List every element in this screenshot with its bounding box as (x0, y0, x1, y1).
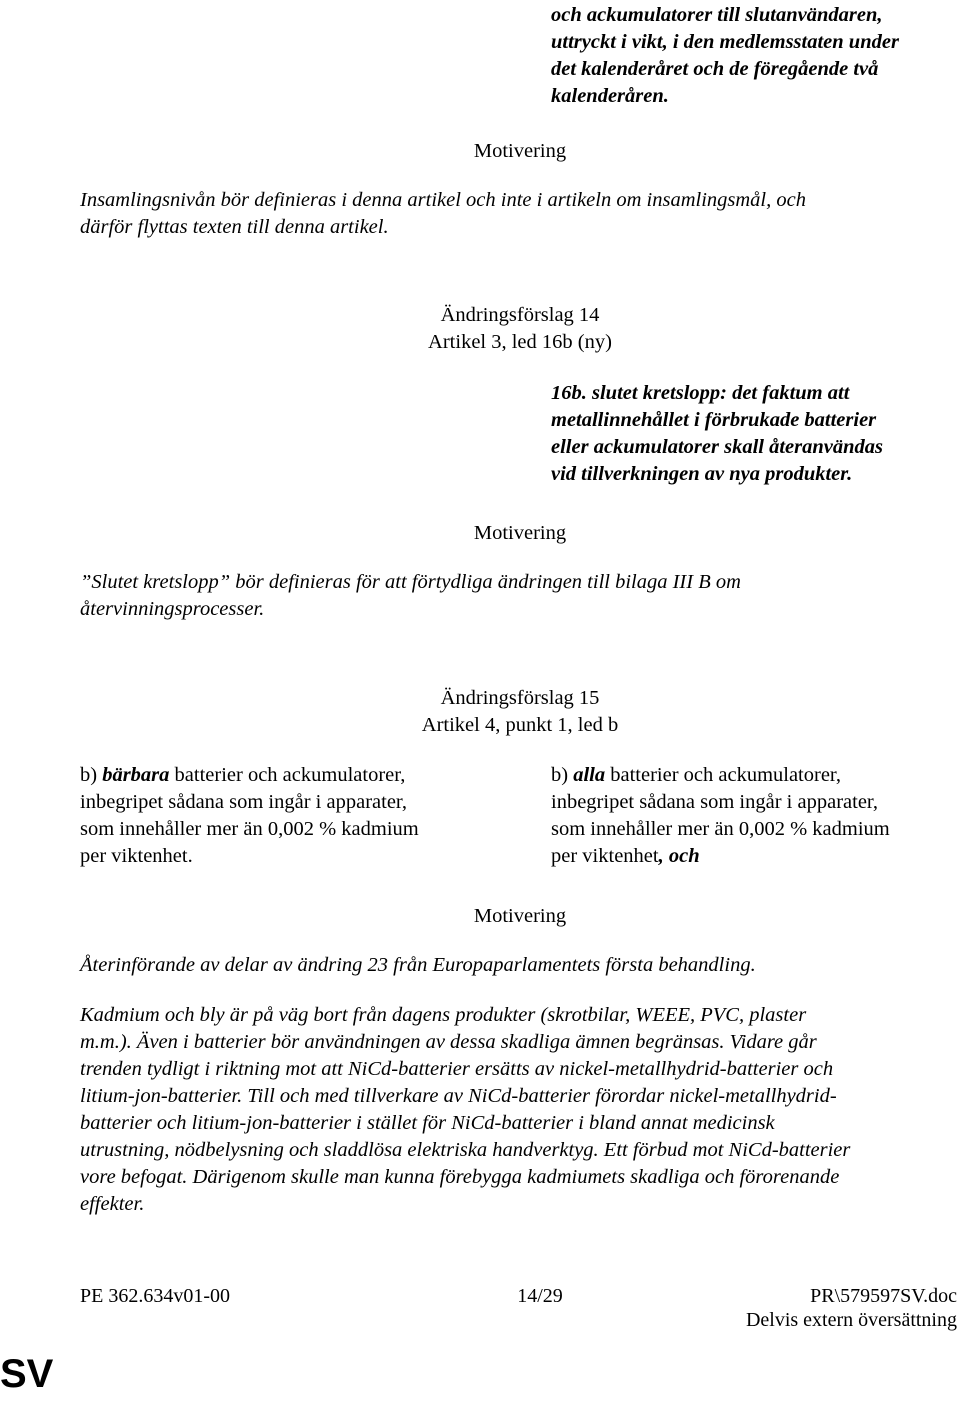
document-filename: PR\579597SV.doc (810, 1285, 957, 1307)
text-line: litium-jon-batterier. Till och med tillverkare av NiCd-batterier förordar nickel-metallhydrid- (80, 1085, 837, 1107)
page-number: 14/29 (517, 1285, 563, 1307)
motivering-paragraph: Återinförande av delar av ändring 23 från Europaparlamentets första behandling. (80, 954, 756, 976)
text-fragment: batterier och ackumulatorer, (169, 764, 406, 786)
text-line (551, 762, 951, 789)
text-line: det kalenderåret och de föregående två (551, 58, 879, 80)
text-line (551, 843, 951, 870)
amendment-text-right (551, 380, 951, 488)
text-line: återvinningsprocesser. (80, 598, 265, 620)
text-line: uttryckt i vikt, i den medlemsstaten under (551, 31, 899, 53)
amendment-text-right (551, 762, 951, 870)
text-line: inbegripet sådana som ingår i apparater, (80, 791, 408, 813)
text-line: m.m.). Även i batterier bör användningen av dessa skadliga ämnen begränsas. Vidare går (80, 1031, 817, 1053)
item-prefix: b) (551, 764, 574, 786)
language-code: SV (0, 1352, 54, 1396)
text-line: vid tillverkningen av nya produkter. (551, 463, 853, 485)
motivering-heading: Motivering (473, 522, 567, 544)
continuation-text (551, 2, 951, 110)
text-fragment: batterier och ackumulatorer, (605, 764, 842, 786)
motivering-text (80, 569, 960, 623)
emphasis-text: bärbara (102, 764, 170, 786)
motivering-heading: Motivering (473, 140, 567, 162)
item-prefix: b) (80, 764, 103, 786)
text-line: därför flyttas texten till denna artikel. (80, 216, 389, 238)
text-fragment: per viktenhet (551, 845, 659, 867)
text-line: inbegripet sådana som ingår i apparater, (551, 791, 879, 813)
text-line: kalenderåren. (551, 85, 669, 107)
emphasis-text: alla (573, 764, 606, 786)
text-line (80, 762, 480, 789)
text-line: som innehåller mer än 0,002 % kadmium (551, 818, 890, 840)
motivering-heading: Motivering (473, 905, 567, 927)
translation-note: Delvis extern översättning (745, 1309, 957, 1331)
amendment-subtitle: Artikel 4, punkt 1, led b (421, 714, 619, 736)
text-line: ”Slutet kretslopp” bör definieras för att förtydliga ändringen till bilaga III B om (80, 571, 741, 593)
text-line: batterier och litium-jon-batterier i stället för NiCd-batterier i bland annat medicinsk (80, 1112, 775, 1134)
document-number: PE 362.634v01-00 (80, 1285, 230, 1307)
amendment-subtitle: Artikel 3, led 16b (ny) (428, 331, 612, 353)
text-line: utrustning, nödbelysning och sladdlösa elektriska handverktyg. Ett förbud mot NiCd-batterier (80, 1139, 851, 1161)
motivering-text (80, 187, 960, 241)
amendment-title: Ändringsförslag 14 (440, 304, 600, 326)
text-line: Insamlingsnivån bör definieras i denna artikel och inte i artikeln om insamlingsmål, och (80, 189, 806, 211)
motivering-paragraph (80, 1002, 960, 1218)
text-line: effekter. (80, 1193, 145, 1215)
text-line: eller ackumulatorer skall återanvändas (551, 436, 884, 458)
text-line: vore befogat. Därigenom skulle man kunna förebygga kadmiumets skadliga och förorenande (80, 1166, 840, 1188)
text-line: metallinnehållet i förbrukade batterier (551, 409, 877, 431)
text-line: och ackumulatorer till slutanvändaren, (551, 4, 883, 26)
amendment-text-left (80, 762, 480, 870)
text-line: 16b. slutet kretslopp: det faktum att (551, 382, 850, 404)
emphasis-text: , och (658, 845, 700, 867)
text-line: som innehåller mer än 0,002 % kadmium (80, 818, 419, 840)
text-line: Kadmium och bly är på väg bort från dagens produkter (skrotbilar, WEEE, PVC, plaster (80, 1004, 807, 1026)
amendment-title: Ändringsförslag 15 (440, 687, 600, 709)
text-line: trenden tydligt i riktning mot att NiCd-batterier ersätts av nickel-metallhydrid-batterier och (80, 1058, 834, 1080)
text-line: per viktenhet. (80, 845, 193, 867)
